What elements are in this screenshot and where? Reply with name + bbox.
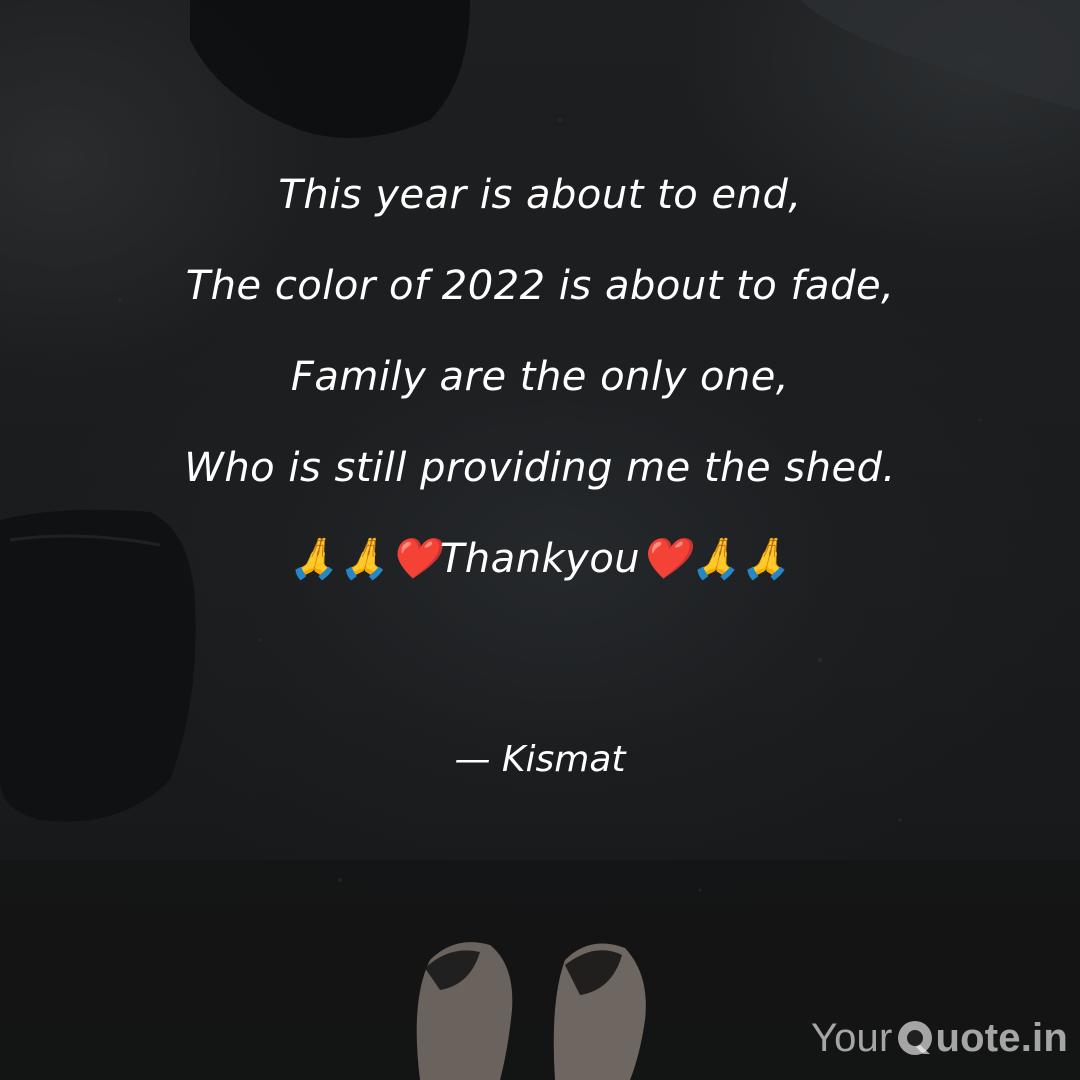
author-signature: — Kismat bbox=[454, 739, 626, 780]
quote-text bbox=[0, 150, 1080, 605]
watermark-prefix: Your bbox=[810, 1015, 893, 1060]
quote-line: Family are the only one, bbox=[290, 354, 790, 400]
yourquote-watermark-logo bbox=[811, 1010, 1068, 1066]
quote-line: The color of 2022 is about to fade, bbox=[185, 263, 895, 309]
rock-top bbox=[190, 0, 470, 138]
watermark-suffix: uote.in bbox=[935, 1015, 1068, 1060]
quote-bubble-icon bbox=[896, 1019, 934, 1057]
quote-line: This year is about to end, bbox=[278, 172, 802, 218]
quote-line: Who is still providing me the shed. bbox=[184, 445, 896, 491]
quote-line-emoji-thankyou: 🙏🙏❤️Thankyou❤️🙏🙏 bbox=[288, 536, 792, 582]
